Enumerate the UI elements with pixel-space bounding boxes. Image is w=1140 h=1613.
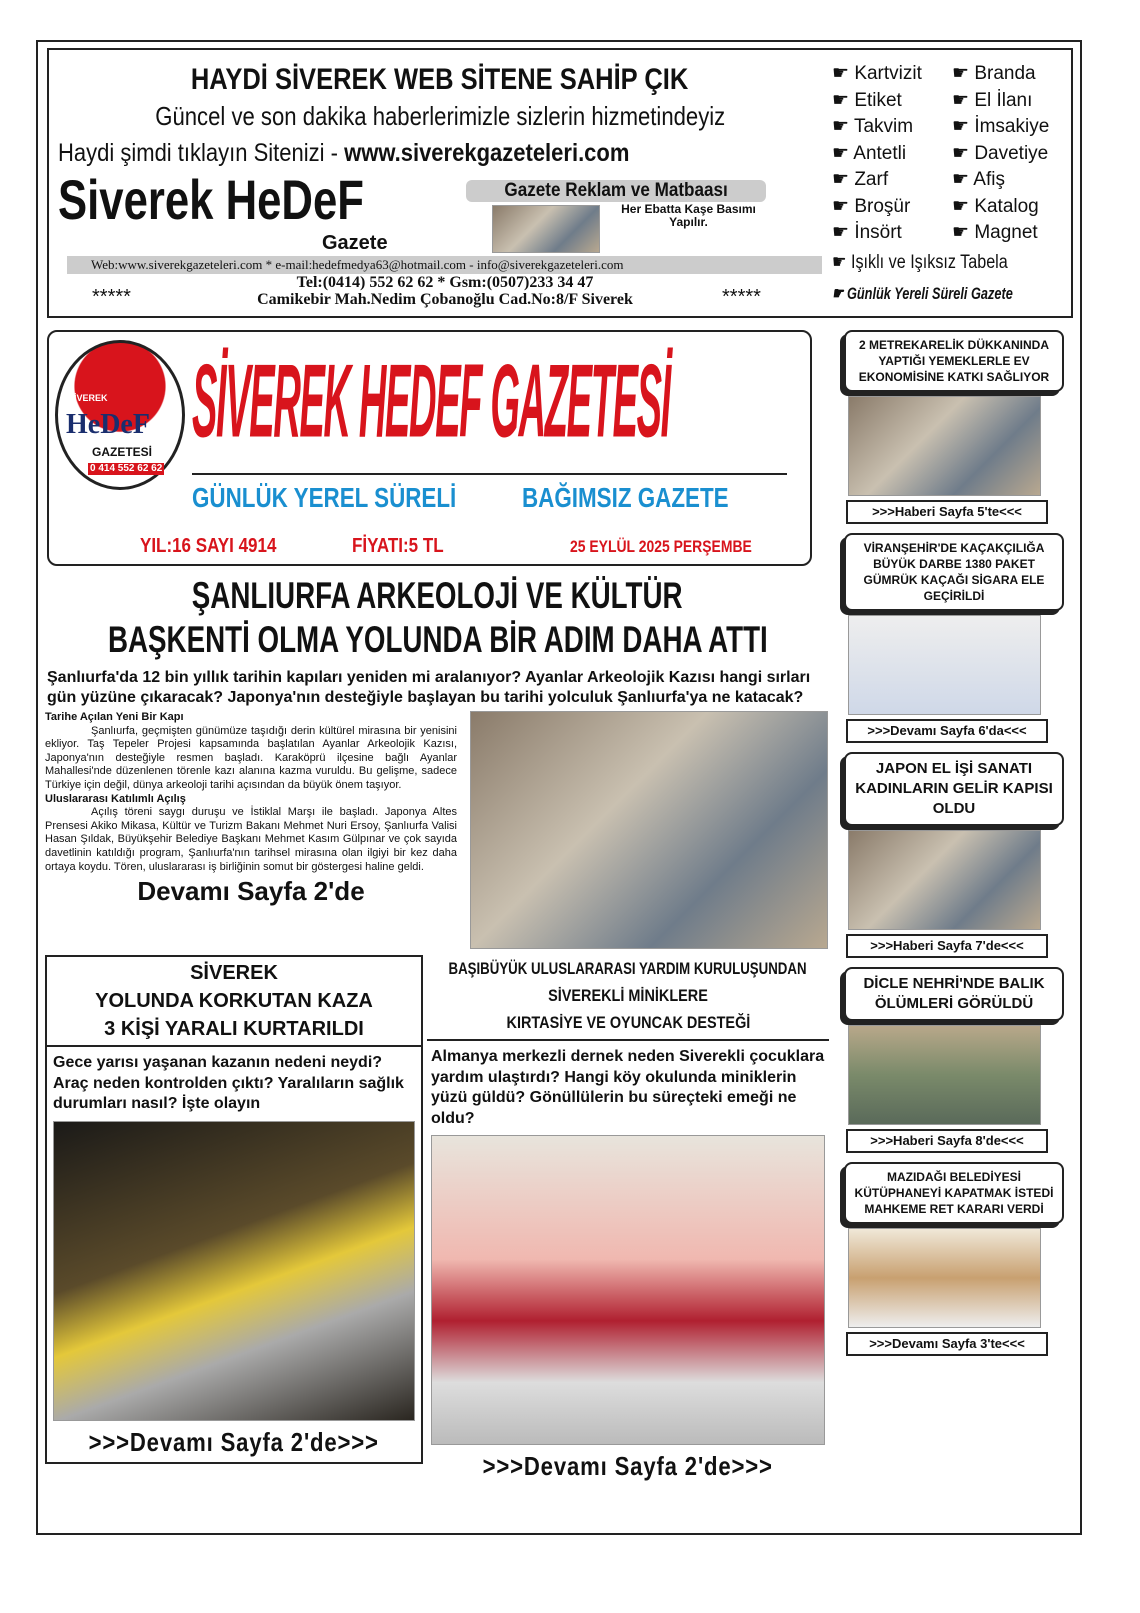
ad-print-title: Gazete Reklam ve Matbaası — [504, 180, 728, 201]
mid-headline-3: KIRTASİYE VE OYUNCAK DESTEĞİ — [506, 1013, 750, 1032]
service-item — [952, 88, 1049, 115]
headline-line-1: ŞANLIURFA ARKEOLOJİ VE KÜLTÜR — [192, 575, 683, 616]
left-lead: Gece yarısı yaşanan kazanın nedeni neydi? Araç neden kontrolden çıktı? Yaralıların sağlık durumları nasıl? İşte olayın — [53, 1054, 404, 1112]
paragraph-2: Açılış töreni saygı duruşu ve İstiklal Marşı ile başladı. Japonya Altes Prensesi Akiko Mikasa, Kültür ve Turizm Bakanı Mehmet Nuri Ersoy, Şanlıurfa Valisi Hasan Şıldak, Büyükşehir Belediye Başkanı Mehmet Kasım Gülpınar ve çok sayıda davetlinin katıldığı program, Şanlıurfa'nın tarihsel mirasına olan ilgiyi bir kez daha ortaya koydu. Tören, uluslararası iş birliğinin somut bir göstergesi haline geldi. — [45, 806, 457, 873]
service-item — [832, 194, 922, 221]
side-story-3-link[interactable]: >>>Haberi Sayfa 7'de<<< — [846, 934, 1048, 958]
service-item — [952, 167, 1049, 194]
service-label: Takvim — [853, 116, 914, 137]
side-story-5-photo — [848, 1228, 1041, 1328]
issue-date: 25 EYLÜL 2025 PERŞEMBE — [570, 537, 752, 556]
main-row — [45, 711, 830, 949]
ad-print-note: Her Ebatta Kaşe Basımı Yapılır. — [621, 202, 756, 229]
service-item — [952, 61, 1049, 88]
mid-headline-2: SİVEREKLİ MİNİKLERE — [548, 986, 708, 1005]
side-story-3-photo — [848, 830, 1041, 930]
main-column — [45, 574, 830, 1482]
ad-brand: Siverek HeDeF — [58, 168, 364, 231]
paragraph-1: Şanlıurfa, geçmişten günümüze taşıdığı derin kültürel mirasına bir yenisini ekliyor. Taş Tepeler Projesi kapsamında başlatılan Ayanlar Arkeolojik Kazısı, Japonya'nın desteğiyle resmen başladı. Karaköprü ilçesine bağlı Ayanlar Mahallesi'nde düzenlenen törenle kazı alanına kazma vuruldu. Bu gelişme, sadece Türkiye için değil, dünya arkeoloji tarihi açısından da büyük önem taşıyor. — [45, 724, 457, 791]
ad-subtitle-row — [60, 100, 820, 132]
service-item — [952, 141, 1049, 168]
side-story-2-title[interactable]: VİRANŞEHİR'DE KAÇAKÇILIĞA BÜYÜK DARBE 1380 PAKET GÜMRÜK KAÇAĞI SİGARA ELE GEÇİRİLDİ — [844, 533, 1064, 611]
masthead-rule — [192, 473, 787, 475]
service-item — [952, 114, 1049, 141]
service-item — [832, 220, 922, 247]
service-item — [832, 61, 922, 88]
left-headline-2: YOLUNDA KORKUTAN KAZA — [95, 990, 373, 1012]
tagline-left: GÜNLÜK YEREL SÜRELİ — [192, 482, 457, 513]
ad-title-row — [60, 62, 820, 98]
side-story-4-link[interactable]: >>>Haberi Sayfa 8'de<<< — [846, 1129, 1048, 1153]
ad-cta-text: Haydi şimdi tıklayın Sitenizi - — [58, 139, 338, 167]
hand-pointer-icon: ☛ — [832, 89, 855, 111]
service-label: El İlanı — [974, 89, 1033, 111]
left-headline — [47, 957, 421, 1047]
masthead-title: SİVEREK HEDEF GAZETESİ — [192, 342, 670, 459]
mid-headline — [427, 955, 829, 1041]
stars-right: ***** — [722, 286, 761, 308]
service-label: Broşür — [854, 195, 911, 217]
printing-press-image — [492, 205, 600, 253]
main-text — [45, 711, 457, 906]
ad-print-title-row — [466, 180, 766, 202]
stars-left: ***** — [92, 286, 131, 308]
side-story-1-photo — [848, 396, 1041, 496]
ad-brand-row — [58, 168, 450, 232]
main-photo — [470, 711, 828, 949]
tagline-left-row — [192, 482, 522, 514]
subhead-1: Tarihe Açılan Yeni Bir Kapı — [45, 711, 184, 723]
service-item — [952, 194, 1049, 221]
left-more-text: >>>Devamı Sayfa 2'de>>> — [88, 1426, 380, 1457]
services-right — [952, 61, 1049, 247]
side-story-4-photo — [848, 1025, 1041, 1125]
side-story-5 — [838, 1162, 1070, 1356]
side-story-4-title[interactable]: DİCLE NEHRİ'NDE BALIK ÖLÜMLERİ GÖRÜLDÜ — [844, 967, 1064, 1021]
service-item — [832, 88, 922, 115]
side-story-2 — [838, 533, 1070, 743]
ad-contact-line: Web:www.siverekgazeteleri.com * e-mail:hedefmedya63@hotmail.com - info@siverekgazeteleri.com — [67, 256, 822, 274]
hand-pointer-icon: ☛ — [952, 169, 974, 190]
left-more-link[interactable] — [47, 1427, 421, 1458]
service-label: Etiket — [854, 89, 902, 111]
ad-subtitle: Güncel ve son dakika haberlerimizle sizlerin hizmetindeyiz — [155, 101, 725, 131]
headline-line-2: BAŞKENTİ OLMA YOLUNDA BİR ADIM DAHA ATTI — [107, 619, 768, 660]
hand-pointer-icon: ☛ — [832, 195, 855, 217]
side-story-4 — [838, 967, 1070, 1153]
ad-brand-sub: Gazete — [322, 232, 388, 254]
ad-title: HAYDİ SİVEREK WEB SİTENE SAHİP ÇIK — [191, 63, 689, 96]
service-item — [832, 114, 922, 141]
hand-pointer-icon: ☛ — [952, 142, 975, 164]
tagline-right: BAĞIMSIZ GAZETE — [522, 482, 729, 513]
side-story-3 — [838, 752, 1070, 958]
hand-pointer-icon: ☛ — [952, 116, 975, 137]
price-row — [352, 534, 460, 558]
services-left — [832, 61, 922, 247]
service-label: Katalog — [974, 195, 1039, 217]
hand-pointer-icon: ☛ — [832, 169, 855, 190]
service-item — [952, 220, 1049, 247]
children-photo — [431, 1135, 825, 1445]
mid-headline-1: BAŞIBÜYÜK ULUSLARARASI YARDIM KURULUŞUNDAN — [448, 959, 808, 978]
hand-pointer-icon: ☛ — [952, 222, 975, 243]
service-tag-text: Günlük Yereli Süreli Gazete — [846, 284, 1013, 303]
main-more-link[interactable]: Devamı Sayfa 2'de — [137, 876, 365, 907]
side-story-2-photo — [848, 615, 1041, 715]
service-tag: ☛ Günlük Yereli Süreli Gazete — [832, 284, 1013, 303]
service-label: Antetli — [853, 142, 907, 164]
mid-lead: Almanya merkezli dernek neden Siverekli çocuklara yardım ulaştırdı? Hangi köy okulunda miniklerin yüzü güldü? Gönüllülerin bu süreçteki emeği ne oldu? — [431, 1048, 825, 1127]
accident-photo — [53, 1121, 415, 1421]
service-label: Zarf — [854, 169, 889, 190]
mid-story — [427, 955, 829, 1482]
side-story-1 — [838, 330, 1070, 524]
sidebar — [838, 330, 1070, 1356]
mid-more-link[interactable] — [427, 1451, 829, 1482]
logo-top: SİVEREK — [68, 393, 108, 403]
price: FİYATI:5 TL — [352, 535, 444, 557]
bottom-row — [45, 955, 830, 1482]
hand-pointer-icon: ☛ — [832, 116, 854, 137]
main-headline — [45, 574, 830, 662]
side-story-3-title[interactable]: JAPON EL İŞİ SANATI KADINLARIN GELİR KAPISI OLDU — [844, 752, 1064, 826]
ad-contact — [180, 274, 710, 308]
service-label: Magnet — [974, 222, 1038, 243]
service-label: Branda — [974, 63, 1036, 84]
left-headline-1: SİVEREK — [190, 962, 278, 984]
hand-pointer-icon: ☛ — [832, 142, 854, 164]
side-story-1-title[interactable]: 2 METREKARELİK DÜKKANINDA YAPTIĞI YEMEKLERLE EV EKONOMİSİNE KATKI SAĞLIYOR — [844, 330, 1064, 392]
service-wide-text: Işıklı ve Işıksız Tabela — [850, 252, 1008, 273]
service-label: Afiş — [973, 169, 1005, 190]
main-body — [45, 711, 457, 874]
hand-pointer-icon: ☛ — [952, 195, 975, 217]
main-lead: Şanlıurfa'da 12 bin yıllık tarihin kapıları yeniden mi aralanıyor? Ayanlar Arkeolojik Kazısı hangi sırları gün yüzüne çıkaracak? Japonya'nın desteğiyle başlayan bu tarihi yolculuk Şanlıurfa'ya ne katacak? — [47, 669, 811, 706]
service-item — [832, 167, 922, 194]
logo-bottom: GAZETESİ — [92, 445, 153, 459]
left-story — [45, 955, 423, 1464]
tagline-right-row — [522, 482, 780, 514]
ad-phone: Tel:(0414) 552 62 62 * Gsm:(0507)233 34 47 — [296, 274, 594, 291]
hand-pointer-icon: ☛ — [952, 89, 975, 111]
service-label: İnsört — [854, 222, 902, 243]
logo-text: HeDeF — [66, 409, 150, 440]
service-item — [832, 141, 922, 168]
service-label: Kartvizit — [854, 63, 922, 84]
ad-url[interactable]: www.siverekgazeteleri.com — [344, 139, 630, 167]
service-label: İmsakiye — [974, 116, 1050, 137]
service-wide: ☛ Işıklı ve Işıksız Tabela — [832, 252, 1008, 273]
subhead-2: Uluslararası Katılımlı Açılış — [45, 792, 186, 805]
mid-more-text: >>>Devamı Sayfa 2'de>>> — [482, 1451, 774, 1481]
issue-row — [140, 534, 300, 558]
hand-pointer-icon: ☛ — [952, 63, 975, 84]
masthead-title-row — [192, 342, 895, 459]
left-headline-3: 3 KİŞİ YARALI KURTARILDI — [104, 1018, 364, 1040]
side-story-5-link[interactable]: >>>Devamı Sayfa 3'te<<< — [846, 1332, 1048, 1356]
ad-cta — [58, 138, 707, 168]
issue-number: YIL:16 SAYI 4914 — [140, 535, 277, 557]
logo-phone: 0 414 552 62 62 — [90, 463, 163, 474]
hand-pointer-icon: ☛ — [832, 63, 855, 84]
ad-address: Camikebir Mah.Nedim Çobanoğlu Cad.No:8/F Siverek — [257, 291, 633, 308]
side-story-2-link[interactable]: >>>Devamı Sayfa 6'da<<< — [846, 719, 1048, 743]
date-row — [570, 536, 792, 558]
side-story-5-title[interactable]: MAZIDAĞI BELEDİYESİ KÜTÜPHANEYİ KAPATMAK İSTEDİ MAHKEME RET KARARI VERDİ — [844, 1162, 1064, 1224]
hand-pointer-icon: ☛ — [832, 222, 855, 243]
service-label: Davetiye — [974, 142, 1049, 164]
side-story-1-link[interactable]: >>>Haberi Sayfa 5'te<<< — [846, 500, 1048, 524]
hedef-logo — [55, 340, 185, 490]
